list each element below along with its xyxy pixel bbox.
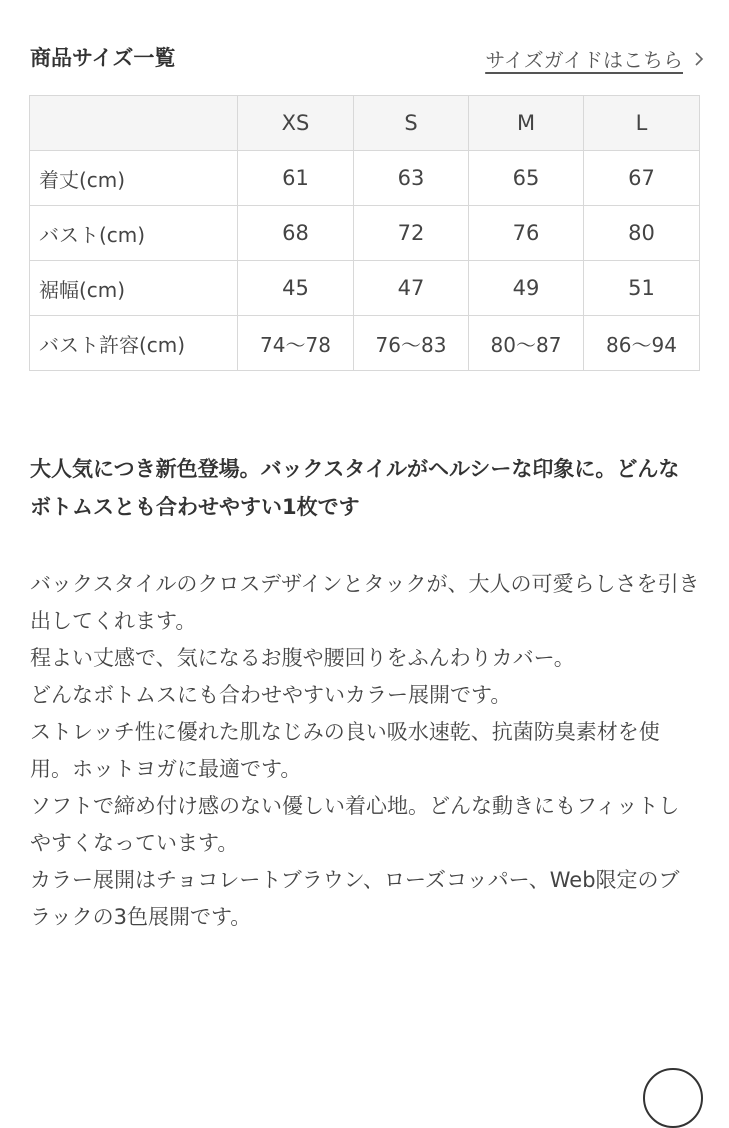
description-paragraph: バックスタイルのクロスデザインとタックが、大人の可愛らしさを引き出してくれます。 bbox=[30, 572, 700, 633]
table-row bbox=[30, 316, 700, 371]
size-guide-link-group[interactable] bbox=[485, 44, 707, 73]
table-cell: 49 bbox=[469, 261, 584, 316]
size-list-title: 商品サイズ一覧 bbox=[30, 46, 176, 70]
description-paragraph: カラー展開はチョコレートブラウン、ローズコッパー、Web限定のブラックの3色展開です。 bbox=[30, 868, 680, 929]
description-paragraph: ストレッチ性に優れた肌なじみの良い吸水速乾、抗菌防臭素材を使用。ホットヨガに最適です。 bbox=[30, 720, 660, 781]
description-body bbox=[30, 566, 700, 936]
table-cell: 61 bbox=[238, 151, 354, 206]
column-header-xs: XS bbox=[238, 96, 354, 151]
size-table-header-row bbox=[30, 96, 700, 151]
row-label-bust-tolerance: バスト許容(cm) bbox=[30, 316, 238, 371]
description-paragraph: 程よい丈感で、気になるお腹や腰回りをふんわりカバー。 bbox=[30, 646, 575, 670]
table-cell: 72 bbox=[354, 206, 469, 261]
table-cell: 63 bbox=[354, 151, 469, 206]
column-header-l: L bbox=[584, 96, 700, 151]
size-table bbox=[29, 95, 700, 371]
table-row bbox=[30, 151, 700, 206]
row-label-hem-width: 裾幅(cm) bbox=[30, 261, 238, 316]
table-cell: 47 bbox=[354, 261, 469, 316]
row-label-length: 着丈(cm) bbox=[30, 151, 238, 206]
table-cell: 74〜78 bbox=[238, 316, 354, 371]
table-cell: 68 bbox=[238, 206, 354, 261]
description-paragraph: ソフトで締め付け感のない優しい着心地。どんな動きにもフィットしやすくなっています。 bbox=[30, 794, 680, 855]
table-cell: 51 bbox=[584, 261, 700, 316]
row-label-bust: バスト(cm) bbox=[30, 206, 238, 261]
table-cell: 86〜94 bbox=[584, 316, 700, 371]
table-cell: 76 bbox=[469, 206, 584, 261]
table-row bbox=[30, 261, 700, 316]
table-cell: 67 bbox=[584, 151, 700, 206]
table-cell: 80〜87 bbox=[469, 316, 584, 371]
table-cell: 76〜83 bbox=[354, 316, 469, 371]
size-guide-link[interactable]: サイズガイドはこちら bbox=[485, 48, 683, 72]
table-row bbox=[30, 206, 700, 261]
table-cell: 65 bbox=[469, 151, 584, 206]
chevron-right-icon[interactable] bbox=[691, 47, 707, 71]
table-cell: 45 bbox=[238, 261, 354, 316]
column-header-m: M bbox=[469, 96, 584, 151]
table-corner-cell bbox=[30, 96, 238, 151]
scroll-button-icon[interactable] bbox=[643, 1068, 703, 1128]
description-lead: 大人気につき新色登場。バックスタイルがヘルシーな印象に。どんなボトムスとも合わせやすい1枚です bbox=[30, 457, 680, 519]
description-paragraph: どんなボトムスにも合わせやすいカラー展開です。 bbox=[30, 683, 512, 707]
table-cell: 80 bbox=[584, 206, 700, 261]
column-header-s: S bbox=[354, 96, 469, 151]
